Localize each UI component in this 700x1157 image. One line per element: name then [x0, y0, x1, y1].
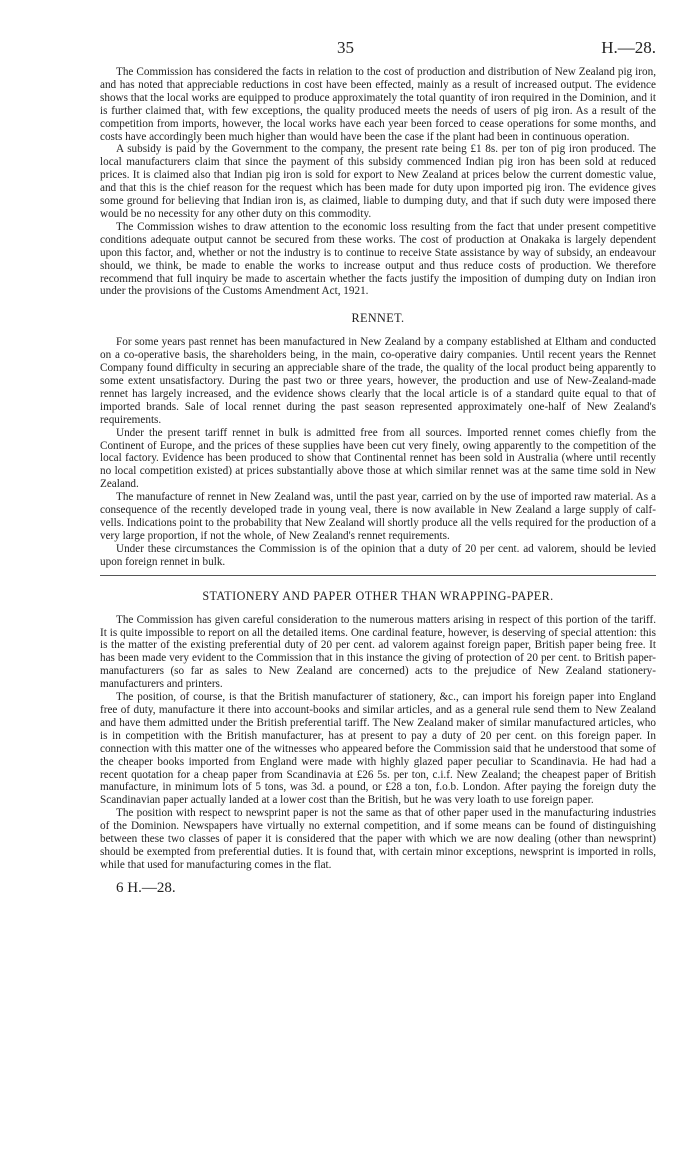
paragraph: A subsidy is paid by the Government to the company, the present rate being £1 8s. per ton of pig iron produced. The local manufacturers claim that since the payment of this subsidy commenced Indian pig iron has been sold at reduced prices. It is claimed also that Indian pig iron is sold for export to New Zealand at prices below the current domestic value, and that this is the chief reason for the request which has been made for duty upon imported pig iron. The evidence gives some ground for believing that Indian iron is, as claimed, liable to dumping duty, and that if such duty were imposed there would be no necessity for any other duty on this commodity. [100, 143, 656, 220]
section-heading: RENNET. [351, 311, 405, 326]
page-number: 35 [337, 38, 354, 57]
paragraph: For some years past rennet has been manufactured in New Zealand by a company established at Eltham and conducted on a co-operative basis, the shareholders being, in the main, co-operative dairy companies. Until recent years the Rennet Company found difficulty in securing an appreciable share of the trade, the quality of the local product being apparently to some extent unsatisfactory. During the past two or three years, however, the production and use of New-Zealand-made rennet has largely increased, and the evidence shows clearly that the local article is of a standard quite equal to that of imported brands. Sale of local rennet during the past season represented approximately one-half of New Zealand's requirements. [100, 336, 656, 426]
signature-mark: 6 H.—28. [116, 879, 176, 896]
paragraph: The manufacture of rennet in New Zealand was, until the past year, carried on by the use of imported raw material. As a consequence of the recently developed trade in young veal, there is now available in New Zealand a large supply of calf-vells. Indications point to the probability that New Zealand will shortly produce all the vells required for the production of a very large proportion, if not the whole, of New Zealand's rennet requirements. [100, 491, 656, 542]
paragraph: The Commission has given careful consideration to the numerous matters arising in respect of this portion of the tariff. It is quite impossible to report on all the detailed items. One cardinal feature, however, is deserving of special attention: this is the matter of the existing preferential duty of 20 per cent. ad valorem against foreign paper, British paper being free. It has been made very evident to the Commission that in this instance the giving of protection of 20 per cent. to British paper-manufacturers (so far as sales to New Zealand are concerned) acts to the prejudice of New Zealand stationery-manufacturers and printers. [100, 613, 656, 691]
paragraph: Under the present tariff rennet in bulk is admitted free from all sources. Imported rennet comes chiefly from the Continent of Europe, and the prices of these supplies have been cut very finely, owing apparently to the competition of the local factory. Evidence has been produced to show that Continental rennet has been sold in Australia (where until recently no local competition existed) at prices substantially above those at which similar rennet was at the same time sold in New Zealand. [100, 426, 656, 491]
paragraph: The position, of course, is that the British manufacturer of stationery, &c., can import his foreign paper into England free of duty, manufacture it there into account-books and similar articles, and as a general rule send them to New Zealand and have them admitted under the British preferential tariff. The New Zealand maker of similar manufactured articles, who is in competition with the British manufacturer, has at present to pay a duty of 20 per cent. on this foreign paper. In connection with this matter one of the witnesses who appeared before the Commission said that he understood that some of the cheaper books imported from England were made with highly glazed paper peculiar to Scandinavia. He had had a recent quotation for a cheap paper from Scandinavia at £26 5s. per ton, c.i.f. New Zealand; the cheapest paper of British manufacture, in minimum lots of 5 tons, was 3d. a pound, or £28 a ton, f.o.b. London. After paying the foreign duty the Scandinavian paper actually landed at a lower cost than the British, but he was very loath to use foreign paper. [100, 691, 656, 807]
pig-iron-section [100, 66, 656, 298]
section-divider [100, 575, 656, 576]
document-reference: H.—28. [601, 38, 656, 57]
paragraph: The Commission has considered the facts in relation to the cost of production and distribution of New Zealand pig iron, and has noted that appreciable reductions in cost have been effected, mainly as a result of increased output. The evidence shows that the local works are equipped to produce approximately the total quantity of iron required in the Dominion, and it is further claimed that, with few exceptions, the quality produced meets the needs of users of pig iron. As a result of the competition from imports, however, the local works have each year been forced to cease operations for some months, and costs have accordingly been much higher than would have been the case if the plant had been in continuous operation. [100, 66, 656, 143]
paragraph: The position with respect to newsprint paper is not the same as that of other paper used in the manufacturing industries of the Dominion. Newspapers have virtually no external competition, and if some means can be found of distinguishing between these two classes of paper it is considered that the paper with which we are now dealing (other than newsprint) should be exempted from preferential duties. It is found that, with certain minor exceptions, newsprint is imported in rolls, while that used for manufacturing comes in the flat. [100, 807, 656, 871]
paragraph: The Commission wishes to draw attention to the economic loss resulting from the fact that under present competitive conditions adequate output cannot be secured from these works. The cost of production at Onakaka is largely dependent upon this factor, and, whether or not the industry is to continue to receive State assistance by way of subsidy, an endeavour should, we think, be made to enable the works to increase output and thus reduce costs of production. We therefore recommend that full inquiry be made to ascertain whether the facts justify the imposition of dumping duty on Indian iron under the provisions of the Customs Amendment Act, 1921. [100, 220, 656, 298]
page-header [100, 36, 656, 66]
section-heading: STATIONERY AND PAPER OTHER THAN WRAPPING-PAPER. [202, 588, 554, 603]
paragraph: Under these circumstances the Commission is of the opinion that a duty of 20 per cent. ad valorem, should be levied upon foreign rennet in bulk. [100, 542, 656, 568]
stationery-section [100, 589, 656, 872]
rennet-section [100, 311, 656, 568]
